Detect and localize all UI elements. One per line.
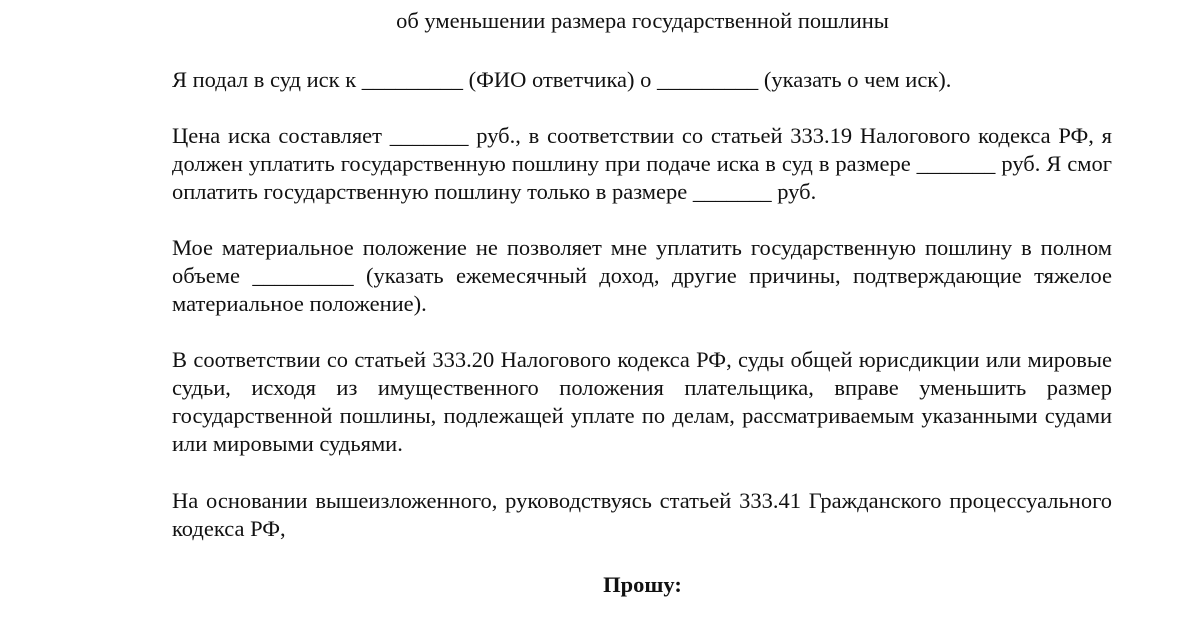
paragraph-tax-code-article: В соответствии со статьей 333.20 Налогового кодекса РФ, суды общей юрисдикции или мировые судьи, исходя из имущественного положения плательщика, вправе уменьшить размер государственной пошлины, подлежащей уплате по делам, рассматриваемым указанными судами или мировыми судьями. xyxy=(172,347,1112,456)
paragraph-financial-situation: Мое материальное положение не позволяет мне уплатить государственную пошлину в полном объеме _________ (указать ежемесячный доход, другие причины, подтверждающие тяжелое материальное положение). xyxy=(172,235,1112,316)
request-heading: Прошу: xyxy=(603,572,682,597)
paragraph-civil-procedure-basis: На основании вышеизложенного, руководствуясь статьей 333.41 Гражданского процессуального кодекса РФ, xyxy=(172,488,1112,541)
paragraph-claim-price: Цена иска составляет _______ руб., в соответствии со статьей 333.19 Налогового кодекса РФ, я должен уплатить государственную пошлину при подаче иска в суд в размере _______ руб. Я смог оплатить государственную пошлину только в размере _______ руб. xyxy=(172,123,1112,204)
document-title: об уменьшении размера государственной пошлины xyxy=(396,8,889,33)
paragraph-lawsuit: Я подал в суд иск к _________ (ФИО ответчика) о _________ (указать о чем иск). xyxy=(172,67,952,92)
